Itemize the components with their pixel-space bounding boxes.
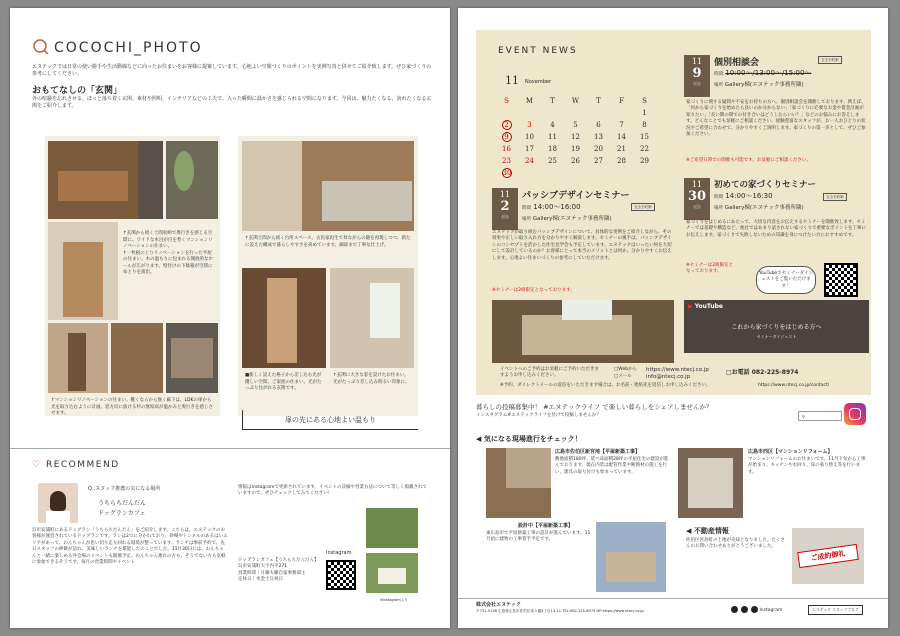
apply-text: イベントへのご予約はお気軽にご予約いただきますようお申し込みください。 — [500, 367, 599, 379]
footer-contact — [476, 609, 644, 614]
event2-place: Gallery棟(エヌテック事務所隣) — [532, 216, 612, 222]
caption-6-text: ↑玄関に大きな窓を設けたお住まい。光がたっぷり差し込み明るい印象に。 — [333, 373, 410, 385]
calendar-day: 22 — [640, 145, 649, 153]
recommend-ig: 情報はInstagramで更新されています。イベントの詳細や営業方法について等しく掲載されていますので、ぜひチェックしてみてください！ — [238, 485, 427, 497]
calendar-day: 26 — [571, 157, 580, 165]
seminar-photo — [492, 300, 674, 363]
divider — [10, 448, 450, 449]
calendar-day — [564, 107, 587, 119]
calendar-day: 16 — [502, 145, 511, 153]
event1-date — [684, 55, 710, 97]
calendar-day — [587, 167, 610, 179]
calendar-day: 9 — [495, 131, 518, 143]
calendar-month: 11 — [505, 74, 519, 87]
left-page — [10, 8, 450, 628]
calendar-day: 13 — [594, 133, 603, 141]
event3-time: 14:00〜16:30 — [725, 192, 773, 200]
dogrun-photo-1 — [366, 508, 418, 548]
entrance-photo-3 — [48, 222, 118, 320]
info-name: ドッグランカフェ【うちらちだんだん】 — [238, 558, 319, 563]
calendar-day: 27 — [594, 157, 603, 165]
event2-body: エヌテックが取り組むパッシブデザインについて、具体的な実例をご紹介しながら、その効果や正しい取り入れ方を分かりやすく解説します。セミナーの後半は、パッシブデザインのコンセプトを活かした住宅見学会も予定しています。エヌテックはいったい何を大切にして設計しているのか？お客様にとって本当のメリットとは何か。分かりやすくお伝えします。心地よい住まいづくりの参考にしていただけます。 — [492, 230, 672, 261]
search-icon: ⚲ — [802, 414, 805, 419]
calendar-day: 5 — [573, 121, 578, 129]
event1-time: 10:00〜/13:00〜/15:00〜 — [725, 69, 812, 77]
entrance-photo-4 — [48, 323, 108, 393]
event2-time-label: 時間 — [522, 206, 531, 211]
triangle-icon-2: ◀ — [686, 527, 692, 535]
phone-number[interactable]: □お電話 082-225-8974 — [726, 369, 799, 376]
realestate-body: 佐伯区宮島町の土地が売却となりました。たくさんのお問い合わせありがとうございました。 — [686, 538, 785, 550]
calendar-day: 18 — [548, 145, 557, 153]
event2-time: 14:00〜16:00 — [533, 203, 581, 211]
intro-text: エヌテックでは日常の使い勝手や生活動線などに向ったお住まいをお客様に提案しています。心地よい空間づくりのポイントを実例写真と併せてご紹介致します。ぜひ家づくりの参考にしてください。 — [32, 64, 432, 77]
caption-5-text: ■新しく設えた格子から差し込む光が優しい空間。ご家族の住まい、光がたっぷり注がれる玄関です。 — [245, 373, 322, 391]
event3-date — [684, 178, 710, 220]
footer-divider — [458, 598, 888, 599]
event1-time-label: 時間 — [714, 72, 723, 77]
recommend-info — [238, 558, 319, 584]
site3-photo — [596, 522, 666, 592]
caption-3 — [48, 395, 218, 417]
realestate-header-text: 不動産情報 — [693, 527, 729, 535]
event2-badge: 完全予約制 — [631, 203, 655, 211]
online-url[interactable]: https://www.ntecj.co.jp/contact/ — [758, 383, 830, 388]
calendar-day — [587, 107, 610, 119]
calendar-day — [518, 167, 541, 179]
site3-title: 設計中【平屋新築工事】 — [518, 523, 574, 529]
info-address: 呉市安浦町大字内平271 — [238, 564, 288, 570]
calendar-day: 28 — [617, 157, 626, 165]
website-url[interactable]: https://www.ntecj.co.jp — [646, 367, 709, 373]
event2-date — [492, 188, 518, 230]
blog-button[interactable]: エヌテック スタッフブログ — [808, 605, 863, 615]
site2-title: 広島市西区【マンションリフォーム】 — [748, 449, 833, 455]
event3-body: 家づくりをはじめるにあたって、大切な内容をお伝えするセミナーを開催致します。セミナーでは基礎や構造など、他社ではあまり話されない家づくりで重要なポイントを丁寧にお伝えします。家づくりで失敗しないための知識を身につけたい方におすすめです。 — [686, 220, 866, 238]
logo-title: COCOCHI_PHOTO — [54, 40, 203, 56]
caption-2-text: ↑一枚板の上りリノベーションを行った平屋の住まい。木の温もりに包まれる開放的なホールが広がります。壁付けの下駄箱が空間にゆとりを演出。 — [123, 250, 213, 275]
caption-1 — [120, 228, 218, 322]
footer-hp[interactable]: HP:https://www.ntecj.co.jp — [596, 609, 644, 613]
calendar-day — [518, 107, 541, 119]
ig-note: ※Instagramより — [380, 598, 408, 602]
calendar-day: 12 — [571, 133, 580, 141]
youtube-banner[interactable] — [684, 300, 869, 353]
event2-title: パッシブデザインセミナー — [522, 191, 630, 201]
caption-3-text: ↑マンションリノベーションの住まい。靴くならから無く廊下は、LDKの扉から光を取り込むように計画。窓方向に抜ける杉の無垢床が温かみと奥行きを感じさせます。 — [51, 398, 213, 416]
calendar-day: 30 — [502, 169, 512, 177]
sold-plot — [792, 528, 864, 584]
sold-stamp: ご成約御礼 — [797, 544, 859, 568]
event3-place-label: 場所 — [714, 206, 723, 211]
event2-month: 11 — [499, 190, 511, 199]
event1-title: 個別相談会 — [714, 58, 760, 68]
youtube-logo-text: YouTube — [694, 303, 723, 310]
magnify-icon — [32, 38, 50, 60]
calendar-day: 3 — [527, 121, 532, 129]
company-name: 株式会社エヌテック — [476, 602, 522, 608]
calendar-day: 8 — [642, 121, 647, 129]
calendar-dayname: M — [525, 97, 534, 105]
footer-address: 〒731-5136 広島県広島市佐伯区楽々園5丁目13-11 — [476, 609, 562, 613]
recommend-header-text: RECOMMEND — [45, 460, 120, 470]
calendar-dayname: T — [596, 97, 601, 105]
calendar-day: 20 — [594, 145, 603, 153]
site1-body: 敷地面積180坪、延べ床面積28坪の平屋住宅の建設が進んでおります。現在内装は配管作業や断熱材の施工を行い、建具の取り付けも始まっています。 — [555, 457, 669, 475]
entrance-photo-6 — [166, 323, 218, 393]
calendar-dayname: W — [571, 97, 580, 105]
calendar-day: 17 — [525, 145, 534, 153]
caption-6 — [330, 370, 416, 410]
instagram-label: Instagram — [326, 550, 352, 556]
calendar-day: 10 — [525, 133, 534, 141]
event3-title: 初めての家づくりセミナー — [714, 180, 817, 190]
caption-4 — [242, 233, 414, 265]
calendar-month-name: November — [525, 79, 552, 85]
calendar-day: 25 — [548, 157, 557, 165]
campaign-title: 暮らしの投稿募集中！ #エヌテックライフ で楽しい暮らしをシェアしませんか？ — [476, 403, 713, 411]
event3-dow: (日) — [693, 204, 701, 209]
instagram-icon[interactable] — [844, 403, 866, 425]
site-header-text: 気になる現場進行をチェック！ — [483, 435, 582, 443]
footer-instagram[interactable]: Instagram — [759, 608, 783, 613]
event2-dow: (日) — [501, 214, 509, 219]
calendar-day: 14 — [617, 133, 626, 141]
caption-4-text: ↑玄関土間から続く台所スペース。古民家再生で昇ながらの趣を再現しつつ、新たに設えた構成で暮らしやすさを高めています。細部まで丁寧な仕上げ。 — [245, 236, 411, 248]
event1-dow: (日) — [693, 81, 701, 86]
caption-1-text: ↑玄関から続く土間収納で奥行きを感じる空間に。ワイドな木目が目を惹くマンションリノベーションの住まい。 — [123, 231, 213, 249]
calendar-day: 7 — [619, 121, 624, 129]
event3-note: ※セミナーは2組限定となっております。 — [686, 263, 734, 275]
site2-photo — [678, 448, 743, 518]
calendar-day — [495, 107, 518, 119]
event2-day: 2 — [500, 199, 510, 214]
event-header: EVENT NEWS — [498, 46, 578, 56]
instagram-footer-icon[interactable] — [751, 606, 758, 613]
calendar-day — [541, 167, 564, 179]
footer-social — [728, 606, 782, 613]
play-icon: ▶ — [688, 303, 693, 310]
contact-mail-label: □メール — [614, 374, 632, 379]
window-photo — [330, 268, 414, 368]
calendar-day — [610, 167, 633, 179]
event3-day: 30 — [687, 189, 707, 204]
event1-body: 家づくりに関する疑問や不安をお持ちの方へ、個別相談会を開催しております。例えば、「何から家づくりを始めたら良いのか分からない」「家づくりに必要なお金や資金計画が知りたい」「長い期の間での付き合いはどうしたらいい？」などのお悩みにお答えします。どんなことでも気軽にご相談ください。経験豊富なスタッフが、お一人おひとりの状況やご希望に合わせて、分かりやすくご説明します。家づくりの第一歩として、ぜひご参加ください。 — [686, 100, 866, 138]
calendar-day — [633, 167, 656, 179]
youtube-logo — [688, 303, 723, 310]
realestate-header — [686, 526, 729, 536]
info-closed: 定休日｜木金土日祝日 — [238, 577, 283, 583]
event1-badge: 完全予約制 — [818, 56, 842, 64]
event3-month: 11 — [691, 180, 703, 189]
calendar — [495, 95, 656, 179]
kitchen-photo — [242, 141, 414, 231]
online-note: ※予約、ダイレクトメールの返信をいただきます場合は、お名前・連絡先を返信しお申し込みください。 — [500, 383, 711, 388]
youtube-title: これから家づくりをはじめる方へ — [731, 324, 822, 331]
facebook-icon[interactable] — [731, 606, 738, 613]
calendar-day: 6 — [596, 121, 601, 129]
calendar-dayname: S — [504, 97, 509, 105]
youtube-bubble: YouTubeでセミナーダイジェストをご覧いただけます！ — [756, 266, 816, 294]
calendar-day: 11 — [548, 133, 557, 141]
staff-avatar — [38, 483, 78, 523]
qr-code[interactable] — [326, 560, 356, 590]
event1-day: 9 — [692, 66, 702, 81]
event2-note: ※セミナーは2組限定となっております。 — [492, 288, 575, 293]
caption-5 — [242, 370, 328, 410]
calendar-day: 19 — [571, 145, 580, 153]
recommend-body: 呉市安浦町にあるドッグラン「うちらちだんだん」をご紹介します。こちらは、エヌテックのお客様が運営されているドッグランです。ランは2つに分かれており、砂場やトンネルのあるはいエリアがあって、わんちゃんが思い切り走り回れる環境が整っています。ランチは事前予約で、先日スタッフの棒餅が訪れ、美味しいランチを堪能したのことでした。11月30日には、わんちゃんと一緒に楽しめる外会場のイベントも開催予定。わんちゃん連れの方も、そうでない方も気軽に参加できるそうです。毎月の営業時間やイベント — [32, 528, 228, 566]
lattice-photo — [242, 268, 326, 368]
recommend-name1: うちらちだんだん — [98, 500, 147, 507]
youtube-sub: セミナーダイジェスト — [756, 334, 797, 339]
email-address[interactable]: info@ntecj.co.jp — [646, 374, 691, 380]
calendar-day: 24 — [525, 157, 534, 165]
calendar-day: 15 — [640, 133, 649, 141]
section-title: おもてなしの「玄関」 — [32, 86, 123, 96]
recommend-header — [32, 460, 120, 470]
calendar-day: 2 — [495, 119, 518, 131]
event3-place: Gallery棟(エヌテック事務所隣) — [724, 205, 804, 211]
event1-place-label: 場所 — [714, 83, 723, 88]
youtube-qr-code[interactable] — [824, 263, 858, 297]
tagline: 扉の先にある心地よい温もり — [242, 410, 418, 430]
recommend-q: Q.:スタッフ推薦の気になる場所 — [88, 486, 161, 492]
triangle-icon: ◀ — [476, 435, 482, 443]
heart-icon: ♡ — [32, 460, 42, 470]
search-box[interactable] — [798, 411, 842, 421]
calendar-day: 1 — [642, 109, 647, 117]
event1-note: ※ご希望日時での開催も可能です。お気軽にご相談ください。 — [686, 158, 811, 163]
event3-badge: 完全予約制 — [823, 193, 847, 201]
calendar-dayname: S — [642, 97, 647, 105]
site2-body: マンションリフォームのお住まいです。11月下旬から工事が始まり、キッチンや水回り、床の張り替え等を行います。 — [748, 457, 866, 475]
calendar-day: 29 — [640, 157, 649, 165]
right-page — [458, 8, 888, 628]
section-lead: 外の喧騒を忘れさせる、ほっと落ち着く玄関。素材や照明、インテリアなどの工夫で、入った瞬間に温かさを感じられる空間になります。今回は、魅力たくなる、訪れたくなる玄関をご紹介します。 — [32, 96, 432, 109]
calendar-day: 23 — [502, 157, 511, 165]
dogrun-photo-2 — [366, 553, 418, 593]
campaign-sub: インスタグラム#エヌテックライフを付けて投稿しませんか？ — [476, 413, 601, 418]
line-icon[interactable] — [741, 606, 748, 613]
event1-place: Gallery棟(エヌテック事務所隣) — [724, 82, 804, 88]
calendar-day — [541, 107, 564, 119]
event2-place-label: 場所 — [522, 217, 531, 222]
calendar-day: 4 — [550, 121, 555, 129]
site1-title: 広島市佐伯区新宮地【平屋新築工事】 — [555, 449, 641, 455]
site3-body: 東広島市で平屋新築工事の設計が進んでいます。11月頃に建物の工事着手予定です。 — [486, 531, 591, 543]
site1-photo — [486, 448, 551, 518]
info-hours: 営業時間｜月曜火曜自家事務部主 — [238, 570, 306, 576]
calendar-day — [564, 167, 587, 179]
footer-tel[interactable]: TEL:082-225-8974 — [562, 609, 596, 613]
event1-month: 11 — [691, 57, 703, 66]
calendar-day — [610, 107, 633, 119]
contact-web-label: □Webから — [614, 367, 638, 372]
entrance-photo-5 — [111, 323, 163, 393]
recommend-name2: ドッグランカフェ — [98, 510, 146, 517]
event3-time-label: 時間 — [714, 195, 723, 200]
calendar-dayname: T — [550, 97, 555, 105]
calendar-dayname: F — [619, 97, 624, 105]
entrance-photo-1 — [48, 141, 163, 219]
entrance-photo-2 — [166, 141, 218, 219]
calendar-day: 21 — [617, 145, 626, 153]
site-header — [476, 434, 582, 444]
